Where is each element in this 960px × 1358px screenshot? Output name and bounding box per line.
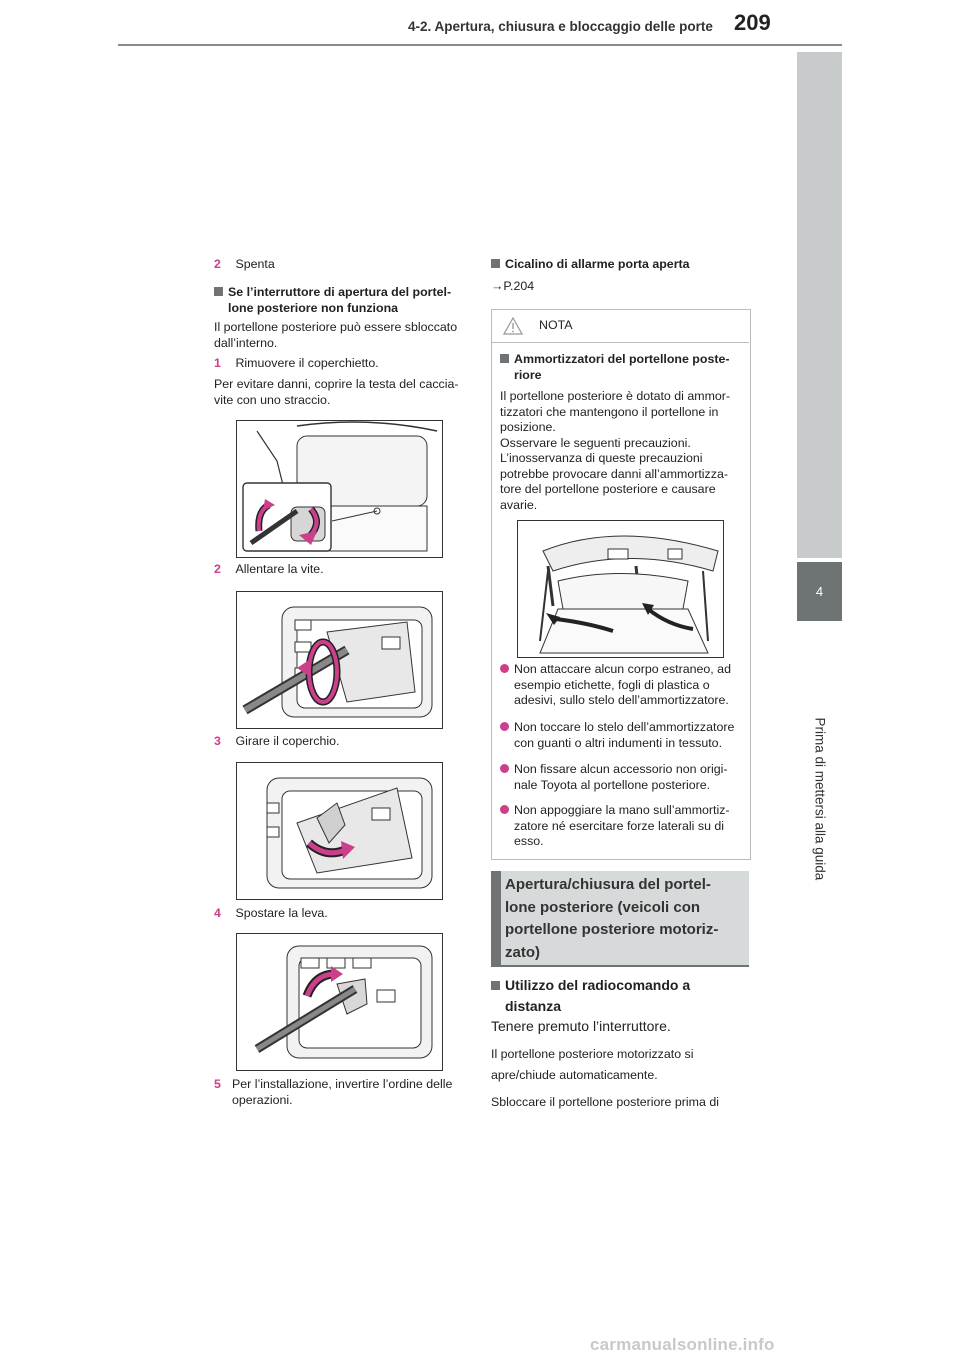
nota-title: Ammortizzatori del portellone poste- riore (500, 352, 745, 383)
illustration-cover-screw (237, 592, 442, 728)
section-heading: Apertura/chiusura del portel- lone posteriore (veicoli con portellone posteriore motoriz- zato) (505, 876, 719, 961)
subsection-title: Se l’interruttore di apertura del portel- lone posteriore non funziona (214, 285, 474, 316)
step-2: 2 Allentare la vite. (214, 562, 324, 576)
square-bullet-icon (491, 259, 500, 268)
section-header-title: 4-2. Apertura, chiusura e bloccaggio delle porte (408, 19, 713, 34)
round-bullet-icon (500, 722, 509, 731)
illustration-open-tailgate (518, 521, 723, 657)
section-heading-rule (491, 965, 749, 967)
round-bullet-icon (500, 805, 509, 814)
intro-text: Il portellone posteriore può essere sbloccato dall’interno. (214, 320, 458, 350)
nota-bullet-4: Non appoggiare la mano sull’ammortiz- zatore né esercitare forze laterali su di esso. (500, 803, 750, 850)
step-5: 5 Per l’installazione, invertire l’ordine delle operazioni. (214, 1077, 453, 1107)
chapter-title-vertical: Prima di mettersi alla guida (812, 717, 828, 881)
nota-header (491, 309, 749, 343)
side-tab-background (797, 52, 842, 558)
figure-remove-cap (236, 420, 443, 558)
nota-label: NOTA (539, 318, 573, 332)
chapter-tab[interactable]: 4 (797, 562, 842, 621)
square-bullet-icon (491, 981, 500, 990)
step-4: 4 Spostare la leva. (214, 906, 328, 920)
round-bullet-icon (500, 764, 509, 773)
step-1: 1 Rimuovere il coperchietto. (214, 356, 379, 370)
watermark: carmanualsonline.info (590, 1335, 775, 1354)
nota-bullet-2: Non toccare lo stelo dell’ammortizzatore con guanti o altri indumenti in tessuto. (500, 720, 750, 751)
illustration-tailgate-inner (237, 421, 442, 557)
nota-bullet-3: Non fissare alcun accessorio non origi- nale Toyota al portellone posteriore. (500, 762, 750, 793)
section-heading-band (491, 871, 749, 966)
figure-move-lever (236, 933, 443, 1071)
round-bullet-icon (500, 664, 509, 673)
illustration-move-lever (237, 934, 442, 1070)
figure-tailgate-dampers (517, 520, 724, 658)
step-1-note: Per evitare danni, coprire la testa del caccia- vite con uno straccio. (214, 377, 459, 407)
square-bullet-icon (214, 287, 223, 296)
step-number: 2 (214, 257, 221, 271)
nota-bullet-1: Non attaccare alcun corpo estraneo, ad esempio etichette, fogli di plastica o adesivi, sullo stelo dell’ammortizzatore. (500, 662, 750, 709)
step-spenta (214, 257, 275, 273)
buzzer-page-ref[interactable]: →P.204 (491, 279, 535, 293)
page-number: 209 (734, 10, 771, 35)
figure-turn-cover (236, 762, 443, 900)
nota-text: Il portellone posteriore è dotato di ammor- tizzatori che mantengono il portellone in posizione. Osservare le seguenti precauzioni. L’inosservanza di queste precauzioni potrebbe provocare danni all’ammortizza- tore del portellone posteriore e causare avarie. (500, 389, 731, 512)
square-bullet-icon (500, 354, 509, 363)
remote-action: Tenere premuto l’interruttore. (491, 1018, 671, 1034)
step-text: Spenta (235, 257, 275, 271)
step-3: 3 Girare il coperchio. (214, 734, 340, 748)
remote-title: Utilizzo del radiocomando a distanza (491, 975, 751, 1017)
remote-text: Il portellone posteriore motorizzato si apre/chiude automaticamente. Sbloccare il portellone posteriore prima di (491, 1047, 719, 1109)
figure-loosen-screw (236, 591, 443, 729)
illustration-turn-cover (237, 763, 442, 899)
buzzer-title: Cicalino di allarme porta aperta (491, 257, 751, 273)
header-rule (118, 44, 842, 46)
warning-triangle-icon (503, 317, 523, 335)
